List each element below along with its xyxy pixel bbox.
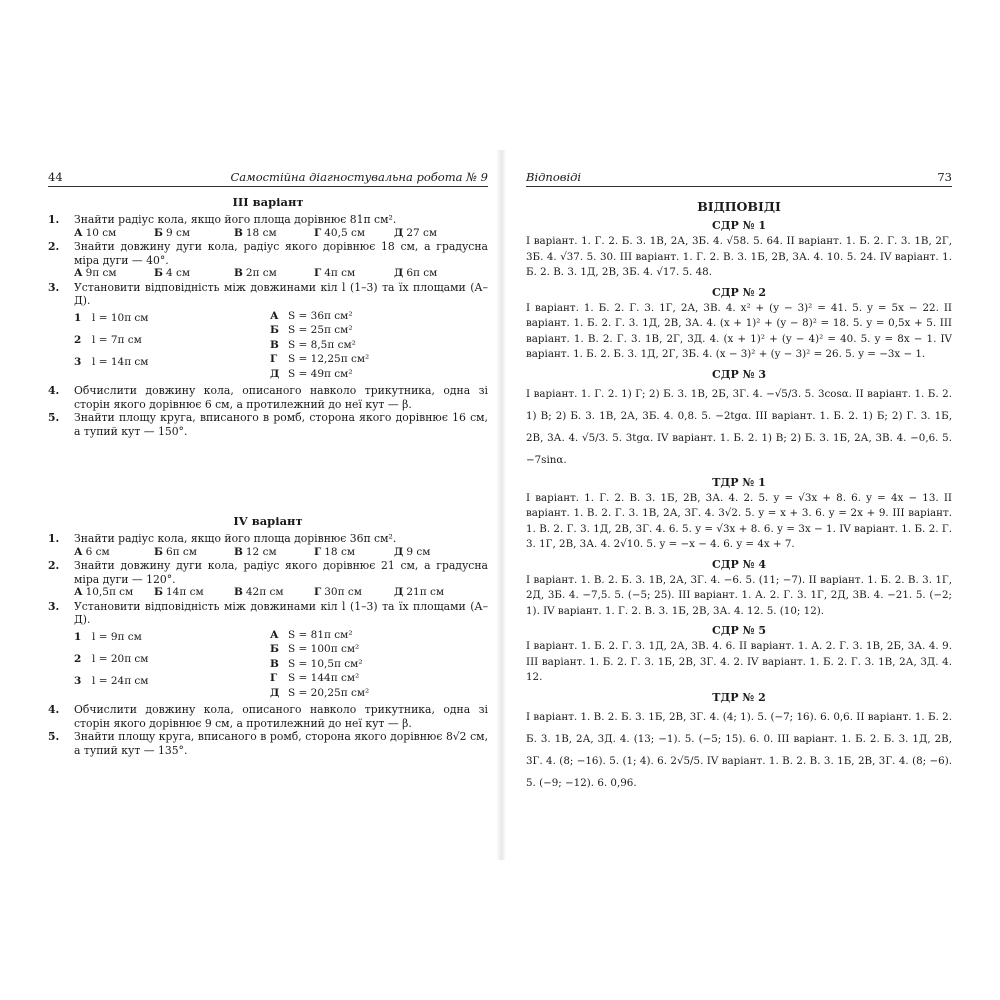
left-page — [48, 170, 488, 757]
v4-task1 — [48, 532, 488, 546]
matching-left-column — [74, 628, 270, 701]
matching-left-item: 1 l = 9π см — [74, 630, 142, 643]
answer-option: Г 4π см — [314, 267, 356, 279]
matching-right-item: Г S = 12,25π см² — [270, 353, 370, 365]
section-answers-tdr1: І варіант. 1. Г. 2. В. 3. 1Б, 2В, 3А. 4. 2. 5. y = √3x + 8. 6. y = 4x − 13. ІІ варіант. 1. В. 2. Г. 3. 1В, 2А, 3Г. 4. 3√2. 5. y = x + 3. 6. y = 2x + 9. ІІІ варіант. 1. В. 2. Г. 3. 1Д, 2В, 3Г. 4. 6. 5. y = √3x + 8. 6. y = 3x − 1. IV варіант. 1. Б. 2. Г. 3. 1Г, 2В, 3А. 4. 2√10. 5. y = −x − 4. 6. y = 4x + 7. — [526, 491, 952, 550]
matching-left-item: 2 l = 20π см — [74, 652, 149, 665]
task-number: 2. — [48, 559, 60, 572]
matching-right-item: Б S = 100π см² — [270, 643, 360, 655]
matching-right-item: В S = 8,5π см² — [270, 338, 356, 351]
v4-task3 — [48, 600, 488, 627]
section-title-sdr2: СДР № 2 — [711, 285, 767, 299]
task-number: 5. — [48, 411, 60, 424]
section-answers-tdr2: І варіант. 1. В. 2. Б. 3. 1Б, 2В, 3Г. 4. (4; 1). 5. (−7; 16). 6. 0,6. ІІ варіант. 1. Б. 2. Б. 3. 1В, 2А, 3Д. 4. (13; −1). 5. (−5; 15). 6. 0. ІІІ варіант. 1. Б. 2. Б. 3. 1Д, 2В, 3Г. 4. (8; −16). 5. (1; 4). 6. 2√5/5. IV варіант. 1. В. 2. В. 3. 1Б, 2В, 3Г. 4. (8; −6). 5. (−9; −12). 6. 0,96. — [526, 710, 952, 789]
task-number: 5. — [48, 730, 60, 743]
matching-right-item: Д S = 20,25π см² — [270, 686, 370, 699]
answer-option: Б 6π см — [154, 545, 197, 558]
task-number: 3. — [48, 280, 60, 294]
variant3-title: III варіант — [232, 195, 304, 209]
right-running-title: Відповіді — [526, 170, 582, 184]
answer-option: Г 40,5 см — [314, 226, 366, 239]
section-title-tdr1: ТДР № 1 — [712, 475, 766, 489]
section-answers-sdr1: І варіант. 1. Г. 2. Б. 3. 1В, 2А, 3Б. 4. √58. 5. 64. ІІ варіант. 1. Б. 2. Г. 3. 1В, 2Г, 3Б. 4. √37. 5. 30. ІІІ варіант. 1. Г. 2. В. 3. 1Б, 2В, 3А. 4. 10. 5. 24. IV варіант. 1. Б. 2. В. 3. 1Д, 2В, 3Б. 4. √17. 5. 48. — [526, 235, 952, 278]
task-number: 2. — [48, 240, 60, 253]
v3-task2 — [48, 240, 488, 267]
matching-left-item: 3 l = 24π см — [74, 674, 149, 687]
answer-option: А 10 см — [74, 226, 117, 239]
section-title-sdr5: СДР № 5 — [711, 624, 767, 637]
v4-task2-options — [48, 586, 488, 600]
matching-right-column — [270, 628, 488, 701]
v4-task3-matching — [48, 628, 488, 701]
section-answers-sdr5: І варіант. 1. Б. 2. Г. 3. 1Д, 2А, 3В. 4. 6. ІІ варіант. 1. А. 2. Г. 3. 1В, 2Б, 3А. 4. 9. ІІІ варіант. 1. Б. 2. Г. 3. 1Б, 2В, 3Г. 4. 2. IV варіант. 1. Б. 2. Г. 3. 1В, 2А, 3Д. 4. 12. — [526, 640, 952, 683]
answer-option: Б 9 см — [154, 226, 191, 239]
task-number: 4. — [48, 384, 60, 397]
matching-left-column — [74, 309, 270, 382]
v3-task5 — [48, 411, 488, 438]
right-page — [526, 170, 952, 794]
v4-task2 — [48, 559, 488, 586]
answer-option: А 6 см — [74, 545, 110, 558]
section-title-sdr1: СДР № 1 — [711, 219, 767, 232]
answer-option: В 18 см — [234, 226, 277, 239]
task-text: Знайти радіус кола, якщо його площа дорівнює 36π см². — [74, 532, 397, 545]
task-text: Установити відповідність між довжинами кіл l (1–3) та їх площами (А–Д). — [74, 280, 488, 307]
variant4-title: IV варіант — [233, 514, 303, 528]
task-text: Обчислити довжину кола, описаного навколо трикутника, одна зі сторін якого дорівнює 6 см, а протилежний до неї кут — β. — [74, 384, 488, 411]
v3-task3 — [48, 281, 488, 308]
v3-task1-options — [48, 227, 488, 241]
matching-right-item: А S = 81π см² — [270, 628, 353, 641]
matching-right-item: Д S = 49π см² — [270, 367, 353, 380]
section-title-sdr4: СДР № 4 — [711, 557, 767, 571]
v4-task5 — [48, 730, 488, 757]
matching-right-item: А S = 36π см² — [270, 309, 353, 322]
task-text: Установити відповідність між довжинами кіл l (1–3) та їх площами (А–Д). — [74, 599, 488, 626]
matching-right-item: В S = 10,5π см² — [270, 657, 363, 670]
left-running-header — [48, 170, 488, 187]
answer-option: А 10,5π см — [74, 586, 134, 598]
task-number: 1. — [48, 532, 60, 545]
matching-right-item: Г S = 144π см² — [270, 672, 360, 684]
task-text: Знайти площу круга, вписаного в ромб, сторона якого дорівнює 16 см, а тупий кут — 150°. — [74, 411, 488, 438]
left-running-title: Самостійна діагностувальна робота № 9 — [230, 170, 488, 184]
section-answers-sdr3: І варіант. 1. Г. 2. 1) Г; 2) Б. 3. 1В, 2Б, 3Г. 4. −√5/3. 5. 3cosα. ІІ варіант. 1. Б. 2. 1) В; 2) Б. 3. 1В, 2А, 3Б. 4. 0,8. 5. −2tgα. ІІІ варіант. 1. Б. 2. 1) Б; 2) Г. 3. 1Б, 2В, 3А. 4. √5/3. 5. 3tgα. IV варіант. 1. Б. 2. 1) В; 2) Б. 3. 1Б, 2А, 3В. 4. −0,6. 5. −7sinα. — [526, 387, 952, 466]
v3-task4 — [48, 384, 488, 411]
answers-heading: ВІДПОВІДІ — [697, 199, 781, 214]
answer-option: В 42π см — [234, 586, 284, 598]
book-gutter — [496, 150, 506, 860]
answer-option: Д 27 см — [394, 226, 438, 239]
answer-option: Д 21π см — [394, 586, 444, 598]
task-number: 1. — [48, 213, 60, 226]
matching-left-item: 2 l = 7π см — [74, 333, 142, 346]
matching-left-item: 1 l = 10π см — [74, 311, 149, 324]
matching-right-item: Б S = 25π см² — [270, 324, 353, 336]
left-page-number: 44 — [48, 170, 63, 184]
right-running-header — [526, 170, 952, 187]
section-title-sdr3: СДР № 3 — [711, 367, 767, 381]
section-title-tdr2: ТДР № 2 — [712, 690, 766, 704]
matching-left-item: 3 l = 14π см — [74, 355, 149, 368]
task-number: 4. — [48, 703, 60, 716]
task-text: Знайти радіус кола, якщо його площа дорівнює 81π см². — [74, 213, 397, 226]
task-number: 3. — [48, 599, 60, 613]
answer-option: Г 18 см — [314, 545, 355, 558]
answer-option: Г 30π см — [314, 586, 362, 598]
v4-task1-options — [48, 546, 488, 560]
v3-task1 — [48, 213, 488, 227]
v3-task3-matching — [48, 309, 488, 382]
answer-option: В 12 см — [234, 545, 277, 558]
right-page-number: 73 — [937, 170, 952, 184]
matching-right-column — [270, 309, 488, 382]
task-text: Знайти площу круга, вписаного в ромб, сторона якого дорівнює 8√2 см, а тупий кут — 135°. — [74, 730, 488, 757]
answer-option: Д 9 см — [394, 545, 431, 558]
section-answers-sdr4: І варіант. 1. В. 2. Б. 3. 1В, 2А, 3Г. 4. −6. 5. (11; −7). ІІ варіант. 1. Б. 2. В. 3. 1Г, 2Д, 3Б. 4. −7,5. 5. (−5; 25). ІІІ варіант. 1. А. 2. Г. 3. 1Г, 2Д, 3В. 4. −21. 5. (−2; 1). IV варіант. 1. Г. 2. В. 3. 1Б, 2В, 3А. 4. 12. 5. (10; 12). — [526, 573, 952, 617]
answer-option: В 2π см — [234, 267, 277, 279]
section-answers-sdr2: І варіант. 1. Б. 2. Г. 3. 1Г, 2А, 3В. 4. x² + (y − 3)² = 41. 5. y = 5x − 22. ІІ варіант. 1. Б. 2. Г. 3. 1Д, 2В, 3А. 4. (x + 1)² + (y − 8)² = 18. 5. y = 0,5x + 5. ІІІ варіант. 1. В. 2. Г. 3. 1В, 2Г, 3Д. 4. (x + 1)² + (y − 4)² = 40. 5. y = 8x − 1. IV варіант. 1. Б. 2. Б. 3. 1Д, 2Г, 3Б. 4. (x − 3)² + (y − 3)² = 26. 5. y = −3x − 1. — [526, 301, 952, 360]
task-text: Знайти довжину дуги кола, радіус якого дорівнює 18 см, а градусна міра дуги — 40°. — [74, 240, 488, 267]
answer-option: Д 6π см — [394, 267, 438, 279]
answer-option: А 9π см — [74, 267, 117, 279]
v3-task2-options — [48, 267, 488, 281]
task-text: Обчислити довжину кола, описаного навколо трикутника, одна зі сторін якого дорівнює 9 см, а протилежний до неї кут — β. — [74, 703, 488, 730]
v4-task4 — [48, 703, 488, 730]
task-text: Знайти довжину дуги кола, радіус якого дорівнює 21 см, а градусна міра дуги — 120°. — [74, 559, 488, 586]
answer-option: Б 14π см — [154, 586, 204, 598]
answer-option: Б 4 см — [154, 267, 191, 279]
